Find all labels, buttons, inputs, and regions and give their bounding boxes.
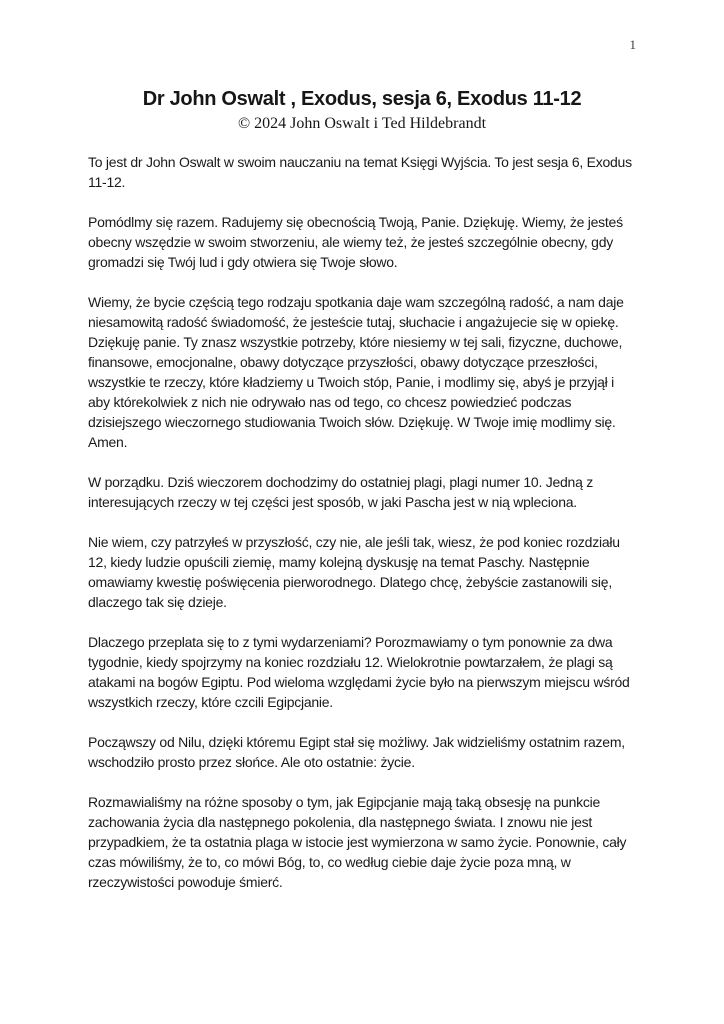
page-number: 1 xyxy=(629,37,636,52)
paragraph-chapter-12: Nie wiem, czy patrzyłeś w przyszłość, czy nie, ale jeśli tak, wiesz, że pod koniec rozdziału 12, kiedy ludzie opuścili ziemię, mamy kolejną dyskusję na temat Paschy. Następnie omawiamy kwestię poświęcenia pierworodnego. Dlatego chcę, żebyście zastanowili się, dlaczego tak się dzieje. xyxy=(88,534,620,610)
paragraph-intro: To jest dr John Oswalt w swoim nauczaniu na temat Księgi Wyjścia. To jest sesja 6, Exodus 11-12. xyxy=(88,154,632,190)
document-body xyxy=(88,152,636,892)
paragraph-nile: Począwszy od Nilu, dzięki któremu Egipt stał się możliwy. Jak widzieliśmy ostatnim razem, wschodziło prosto przez słońce. Ale oto ostatnie: życie. xyxy=(88,734,625,770)
document-title: Dr John Oswalt , Exodus, sesja 6, Exodus 11-12 xyxy=(142,88,582,110)
paragraph-plague-ten: W porządku. Dziś wieczorem dochodzimy do ostatniej plagi, plagi numer 10. Jedną z interesujących rzeczy w tej części jest sposób, w jaki Pascha jest w nią wpleciona. xyxy=(88,474,594,510)
paragraph-life-and-death: Rozmawialiśmy na różne sposoby o tym, jak Egipcjanie mają taką obsesję na punkcie zachowania życia dla następnego pokolenia, dla następnego świata. I znowu nie jest przypadkiem, że ta ostatnia plaga w istocie jest wymierzona w samo życie. Ponownie, cały czas mówiliśmy, że to, co mówi Bóg, to, co według ciebie daje życie poza mną, w rzeczywistości powoduje śmierć. xyxy=(88,794,627,890)
paragraph-gods-of-egypt: Dlaczego przeplata się to z tymi wydarzeniami? Porozmawiamy o tym ponownie za dwa tygodnie, kiedy spojrzymy na koniec rozdziału 12. Wielokrotnie powtarzałem, że plagi są atakami na bogów Egiptu. Pod wieloma względami życie było na pierwszym miejscu wśród wszystkich rzeczy, które czcili Egipcjanie. xyxy=(88,634,630,710)
paragraph-prayer-main: Wiemy, że bycie częścią tego rodzaju spotkania daje wam szczególną radość, a nam daje niesamowitą radość świadomość, że jesteście tutaj, słuchacie i angażujecie się w opiekę. Dziękuję panie. Ty znasz wszystkie potrzeby, które niesiemy w tej sali, fizyczne, duchowe, finansowe, emocjonalne, obawy dotyczące przyszłości, obawy dotyczące przeszłości, wszystkie te rzeczy, które kładziemy u Twoich stóp, Panie, i modlimy się, abyś je przyjął i aby którekolwiek z nich nie odrywało nas od tego, co chcesz powiedzieć podczas dzisiejszego wieczornego studiowania Twoich słów. Dziękuję. W Twoje imię modlimy się. Amen. xyxy=(88,294,624,450)
copyright-line: © 2024 John Oswalt i Ted Hildebrandt xyxy=(237,115,487,132)
paragraph-prayer-opening: Pomódlmy się razem. Radujemy się obecnością Twoją, Panie. Dziękuję. Wiemy, że jesteś obecny wszędzie w swoim stworzeniu, ale wiemy też, że jesteś szczególnie obecny, gdy gromadzi się Twój lud i gdy otwiera się Twoje słowo. xyxy=(88,214,623,270)
